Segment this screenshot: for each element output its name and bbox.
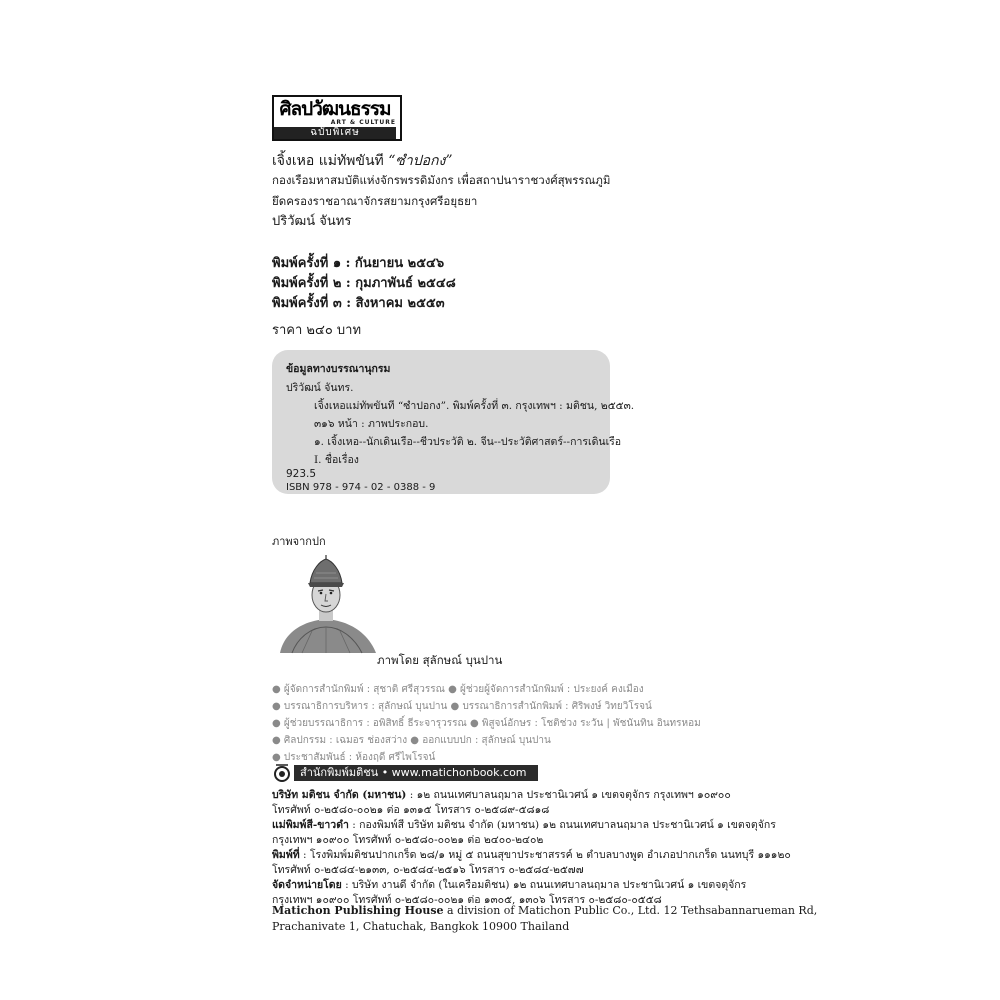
staff-line: ● ผู้ช่วยบรรณาธิการ : อพิสิทธิ์ ธีระจารุวรรณ ● พิสูจน์อักษร : โชติช่วง ระวัน | พัชนันทิน อินทรหอม [272, 718, 701, 729]
book-title-prefix: เจิ้งเหอ แม่ทัพขันที [272, 153, 389, 169]
logo-subtitle: ART & CULTURE [330, 119, 396, 126]
english-publisher-line [272, 904, 817, 917]
address-text: : โรงพิมพ์มติชนปากเกร็ด ๒๘/๑ หมู่ ๕ ถนนสุขาประชาสรรค์ ๒ ตำบลบางพูด อำเภอปากเกร็ด นนทบุรี ๑๑๑๒๐ [299, 849, 791, 861]
book-author: ปริวัฒน์ จันทร [272, 214, 352, 229]
logo-title: ศิลปวัฒนธรรม [279, 98, 391, 120]
cover-portrait-illustration [272, 555, 380, 655]
catalog-title-index: I. ชื่อเรื่อง [314, 454, 359, 466]
magazine-logo [272, 95, 402, 141]
book-subtitle-line: กองเรือมหาสมบัติแห่งจักรพรรดิมังกร เพื่อสถาปนาราชวงศ์สุพรรณภูมิ [272, 173, 611, 187]
address-label: จัดจำหน่ายโดย [272, 879, 342, 891]
cataloging-box [272, 350, 635, 494]
book-title-quote: “ซำปอกง” [388, 153, 453, 169]
logo-edition: ฉบับพิเศษ [274, 127, 396, 139]
price: ราคา ๒๔๐ บาท [272, 323, 362, 338]
catalog-heading: ข้อมูลทางบรรณานุกรม [286, 363, 391, 375]
printing-line: พิมพ์ครั้งที่ ๓ : สิงหาคม ๒๕๕๓ [272, 296, 445, 311]
book-subtitle [272, 172, 610, 211]
english-address-line: Prachanivate 1, Chatuchak, Bangkok 10900 Thailand [272, 920, 570, 933]
english-publisher-text: a division of Matichon Public Co., Ltd. 12 Tethsabannarueman Rd, [443, 904, 818, 917]
address-text: : กองพิมพ์สี บริษัท มติชน จำกัด (มหาชน) ๑๒ ถนนเทศบาลนฤมาล ประชานิเวศน์ ๑ เขตจตุจักร [348, 819, 776, 831]
address-label: พิมพ์ที่ [272, 849, 300, 861]
cover-image-label: ภาพจากปก [272, 535, 326, 548]
staff-line: ● ผู้จัดการสำนักพิมพ์ : สุชาติ ศรีสุวรรณ ● ผู้ช่วยผู้จัดการสำนักพิมพ์ : ประยงค์ คงเมือง [272, 684, 644, 695]
address-label: แม่พิมพ์สี-ขาวดำ [272, 819, 349, 831]
address-text: โทรศัพท์ ๐-๒๕๘๐-๐๐๒๑ ต่อ ๑๓๑๕ โทรสาร ๐-๒๕๘๙-๕๘๑๘ [272, 804, 550, 816]
address-text: กรุงเทพฯ ๑๐๙๐๐ โทรศัพท์ ๐-๒๕๘๐-๐๐๒๑ ต่อ ๒๔๐๐-๒๔๐๒ [272, 834, 544, 846]
staff-line: ● ประชาสัมพันธ์ : ห้องฤดี ศรีไพโรจน์ [272, 752, 436, 763]
staff-line: ● ศิลปกรรม : เฉมอร ช่องสว่าง ● ออกแบบปก : สุลักษณ์ บุนปาน [272, 735, 551, 746]
illustrator-credit: ภาพโดย สุลักษณ์ บุนปาน [377, 653, 503, 667]
address-text: กรุงเทพฯ ๑๐๙๐๐ โทรศัพท์ ๐-๒๕๘๐-๐๐๒๑ ต่อ ๑๓๐๕, ๑๓๐๖ โทรสาร ๐-๒๕๘๐-๐๕๕๘ [272, 894, 662, 906]
book-title [272, 150, 453, 172]
printing-line: พิมพ์ครั้งที่ ๑ : กันยายน ๒๕๔๖ [272, 256, 445, 271]
address-text: : ๑๒ ถนนเทศบาลนฤมาล ประชานิเวศน์ ๑ เขตจตุจักร กรุงเทพฯ ๑๐๙๐๐ [406, 789, 731, 801]
address-text: โทรศัพท์ ๐-๒๕๘๔-๒๑๓๓, ๐-๒๕๘๔-๒๕๑๖ โทรสาร ๐-๒๕๘๔-๒๕๗๗ [272, 864, 584, 876]
english-publisher-name: Matichon Publishing House [272, 904, 444, 917]
catalog-subjects: ๑. เจิ้งเหอ--นักเดินเรือ--ชีวประวัติ ๒. จีน--ประวัติศาสตร์--การเดินเรือ [314, 436, 622, 448]
catalog-class-number: 923.5 [286, 468, 317, 480]
address-text: : บริษัท งานดี จำกัด (ในเครือมติชน) ๑๒ ถนนเทศบาลนฤมาล ประชานิเวศน์ ๑ เขตจตุจักร [341, 879, 747, 891]
printing-line: พิมพ์ครั้งที่ ๒ : กุมภาพันธ์ ๒๕๔๘ [272, 276, 456, 291]
catalog-author: ปริวัฒน์ จันทร. [286, 382, 354, 394]
catalog-pages: ๓๑๖ หน้า : ภาพประกอบ. [314, 418, 429, 430]
book-subtitle-line: ยึดครองราชอาณาจักรสยามกรุงศรีอยุธยา [272, 194, 478, 208]
catalog-isbn: ISBN 978 - 974 - 02 - 0388 - 9 [286, 482, 436, 493]
publisher-name: สำนักพิมพ์มติชน • www.matichonbook.com [294, 765, 538, 781]
publisher-logo-icon [272, 762, 292, 784]
staff-line: ● บรรณาธิการบริหาร : สุลักษณ์ บุนปาน ● บรรณาธิการสำนักพิมพ์ : ศิริพงษ์ วิทยวิโรจน์ [272, 701, 652, 712]
address-label: บริษัท มติชน จำกัด (มหาชน) [272, 789, 407, 801]
catalog-entry: เจิ้งเหอแม่ทัพขันที “ซำปอกง”. พิมพ์ครั้งที่ ๓. กรุงเทพฯ : มติชน, ๒๕๕๓. [314, 400, 635, 412]
publisher-bar [272, 762, 538, 784]
